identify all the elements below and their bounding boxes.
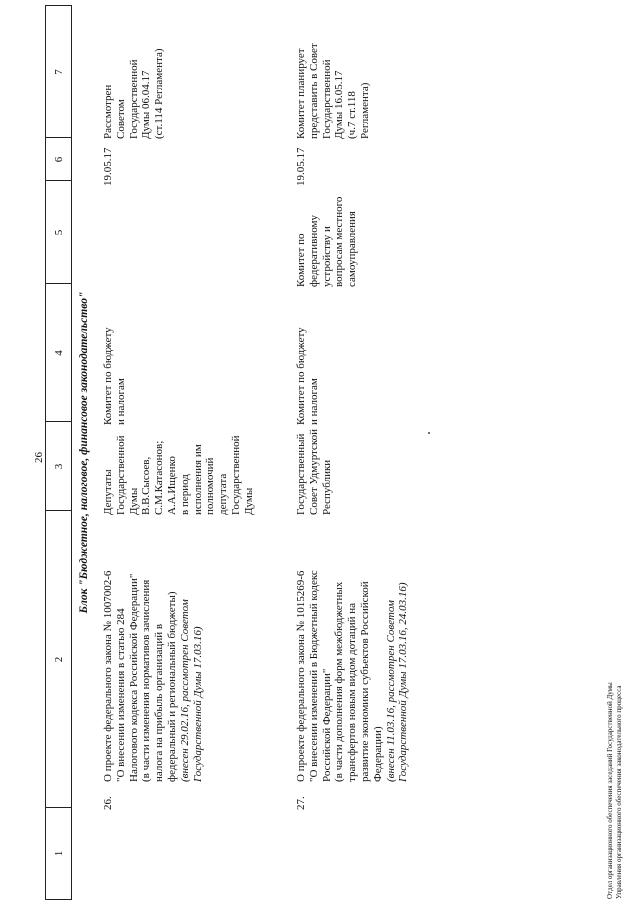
author-line: Депутаты [102,469,114,515]
note-line: Регламента) [358,82,371,139]
note-line: (ст.114 Регламента) [153,48,166,139]
description-line: (в части дополнения форм межбюджетных [333,581,346,782]
committee-line: и налогам [307,378,320,425]
responsible-committee [102,327,128,425]
column-header-4: 4 [46,283,71,422]
note-line: Государственной [320,59,333,139]
author-line: Думы [127,487,140,515]
scan-speck [428,432,430,434]
committee-line: федеративному [307,215,320,287]
note-line: Рассмотрен [102,84,114,139]
note-line: Советом [114,99,127,139]
committee-line: Комитет по бюджету [102,327,114,425]
author-line: Государственной [229,435,242,515]
block-title: Блок "Бюджетное, налоговое, финансовое законодательство" [78,291,90,614]
bill-description [295,570,410,782]
author-line: С.М.Катасонов; [153,440,166,515]
author-line: депутата [217,473,230,515]
description-line-italic: Государственной Думы 17.03.16) [191,626,204,782]
description-line: трансфертов новым видом дотаций на [346,602,359,782]
description-line-italic: (внесен 11.03.16, рассмотрен Советом [384,600,397,782]
review-date: 19.05.17 [102,147,114,186]
description-line: О проекте федерального закона № 1015269-6 [295,570,307,782]
committee-line: Комитет по бюджету [295,327,307,425]
author-line: Думы [242,487,255,515]
description-line: Российской Федерации" [320,668,333,782]
column-header-1: 1 [46,807,71,899]
status-note [295,43,372,139]
author-line: Государственной [114,435,127,515]
bill-description [102,571,204,782]
committee-line: самоуправления [346,211,359,287]
column-header-3: 3 [46,421,71,511]
author-line: Государственный [295,433,307,515]
description-line: Налогового кодекса Российской Федерации" [127,573,140,782]
co-executor-committee [295,197,359,287]
description-line: "О внесении изменения в статью 284 [114,608,127,782]
committee-line: Комитет по [295,233,307,287]
committee-line: устройству и [320,226,333,287]
description-line: развитие экономики субъектов Российской [358,581,371,782]
author-line: Республики [320,459,333,515]
description-line: Федерации) [371,726,384,782]
description-line-italic: Государственной Думы 17.03.16, 24.03.16) [397,582,410,782]
responsible-committee [295,327,321,425]
note-line: Думы 16.05.17 [333,70,346,139]
description-line: федеральный и региональный бюджеты) [165,591,178,782]
description-line-italic: (внесен 29.02.16, рассмотрен Советом [178,599,191,782]
note-line: Думы 06.04.17 [140,70,153,139]
column-header-7: 7 [52,69,65,75]
footer [606,682,624,899]
footer-line: Отдел организационного обеспечения заседаний Государственной Думы [606,682,614,899]
bill-author [102,435,256,515]
column-header-5: 5 [46,180,71,284]
note-line: (ч.7 ст.118 [346,91,359,139]
bill-author [295,429,333,515]
author-line: В.В.Сысоев, [140,456,153,515]
note-line: представить в Совет [307,43,320,139]
description-line: "О внесении изменений в Бюджетный кодекс [307,570,320,782]
column-header-2: 2 [46,510,71,808]
page-number: 26 [33,452,45,463]
author-line: полномочий [204,457,217,515]
note-line: Комитет планирует [295,48,307,139]
description-line: налога на прибыль организаций в [153,623,166,782]
status-note [102,48,166,139]
committee-line: вопросам местного [333,196,346,287]
committee-line: и налогам [114,378,127,425]
column-header-row [45,5,72,900]
row-number: 27. [295,796,307,810]
footer-line: Управления организационного обеспечения законодательного процесса [615,685,623,899]
row-number: 26. [102,796,114,810]
author-line: исполнения им [191,444,204,515]
note-line: Государственной [127,59,140,139]
description-line: (в части изменения нормативов зачисления [140,579,153,782]
author-line: А.А.Ищенко [165,456,178,515]
author-line: Совет Удмуртской [307,428,320,515]
description-line: О проекте федерального закона № 1007002-6 [102,570,114,782]
author-line: в период [178,474,191,515]
review-date: 19.05.17 [295,147,307,186]
column-header-6: 6 [46,137,71,181]
